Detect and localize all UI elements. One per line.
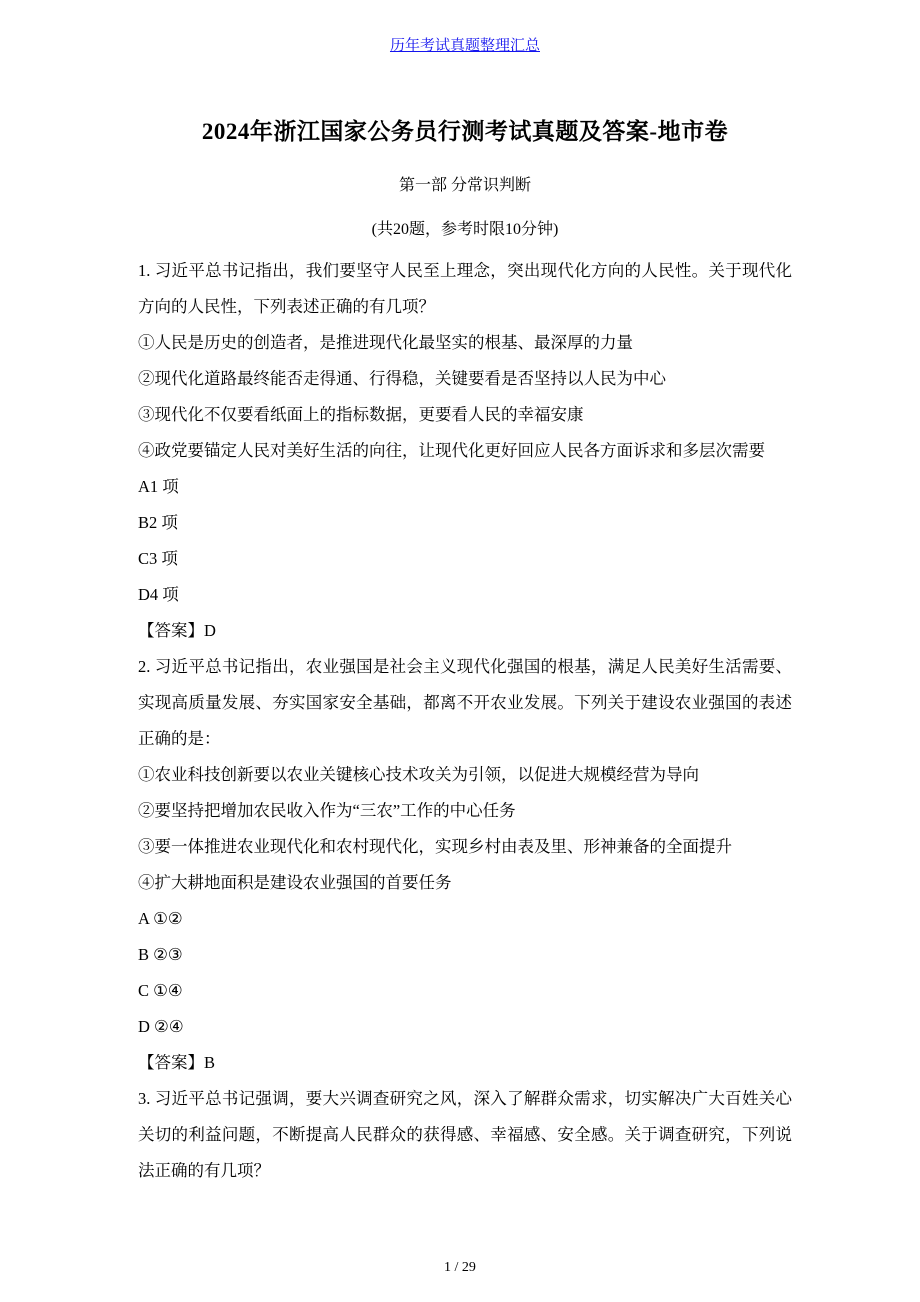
question-2-statement-3: ③要一体推进农业现代化和农村现代化，实现乡村由表及里、形神兼备的全面提升 bbox=[138, 837, 732, 856]
question-1-option-d: D4 项 bbox=[138, 585, 179, 604]
question-1-statement-2: ②现代化道路最终能否走得通、行得稳，关键要看是否坚持以人民为中心 bbox=[138, 369, 666, 388]
section-heading: 第一部 分常识判断 bbox=[398, 177, 531, 194]
question-1-answer: 【答案】D bbox=[138, 621, 216, 640]
header-link-row bbox=[138, 34, 792, 55]
question-2-option-d: D ②④ bbox=[138, 1017, 184, 1036]
question-3-stem: 3. 习近平总书记强调，要大兴调查研究之风，深入了解群众需求，切实解决广大百姓关心关切的利益问题，不断提高人民群众的获得感、幸福感、安全感。关于调查研究，下列说法正确的有几项？ bbox=[138, 1089, 792, 1180]
document-body bbox=[138, 253, 792, 1189]
question-1-statement-3: ③现代化不仅要看纸面上的指标数据，更要看人民的幸福安康 bbox=[138, 405, 584, 424]
question-1-statement-4: ④政党要锚定人民对美好生活的向往，让现代化更好回应人民各方面诉求和多层次需要 bbox=[138, 441, 765, 460]
question-2-answer: 【答案】B bbox=[138, 1053, 216, 1072]
question-2-option-c: C ①④ bbox=[138, 981, 183, 1000]
question-1-option-b: B2 项 bbox=[138, 513, 178, 532]
question-1-stem: 1. 习近平总书记指出，我们要坚守人民至上理念，突出现代化方向的人民性。关于现代化方向的人民性，下列表述正确的有几项？ bbox=[138, 261, 792, 316]
archive-link[interactable]: 历年考试真题整理汇总 bbox=[389, 38, 540, 54]
question-2-statement-4: ④扩大耕地面积是建设农业强国的首要任务 bbox=[138, 873, 452, 892]
page-number: 1 / 29 bbox=[444, 1260, 476, 1275]
document-title: 2024年浙江国家公务员行测考试真题及答案-地市卷 bbox=[201, 119, 729, 144]
section-note: (共20题，参考时限10分钟) bbox=[371, 221, 559, 238]
question-2-option-b: B ②③ bbox=[138, 945, 183, 964]
question-2-stem: 2. 习近平总书记指出，农业强国是社会主义现代化强国的根基，满足人民美好生活需要、实现高质量发展、夯实国家安全基础，都离不开农业发展。下列关于建设农业强国的表述正确的是： bbox=[138, 657, 792, 748]
question-1-option-a: A1 项 bbox=[138, 477, 179, 496]
question-2-statement-1: ①农业科技创新要以农业关键核心技术攻关为引领，以促进大规模经营为导向 bbox=[138, 765, 699, 784]
question-2-statement-2: ②要坚持把增加农民收入作为“三农”工作的中心任务 bbox=[138, 801, 516, 820]
question-1-option-c: C3 项 bbox=[138, 549, 178, 568]
question-1-statement-1: ①人民是历史的创造者，是推进现代化最坚实的根基、最深厚的力量 bbox=[138, 333, 633, 352]
question-2-option-a: A ①② bbox=[138, 909, 183, 928]
